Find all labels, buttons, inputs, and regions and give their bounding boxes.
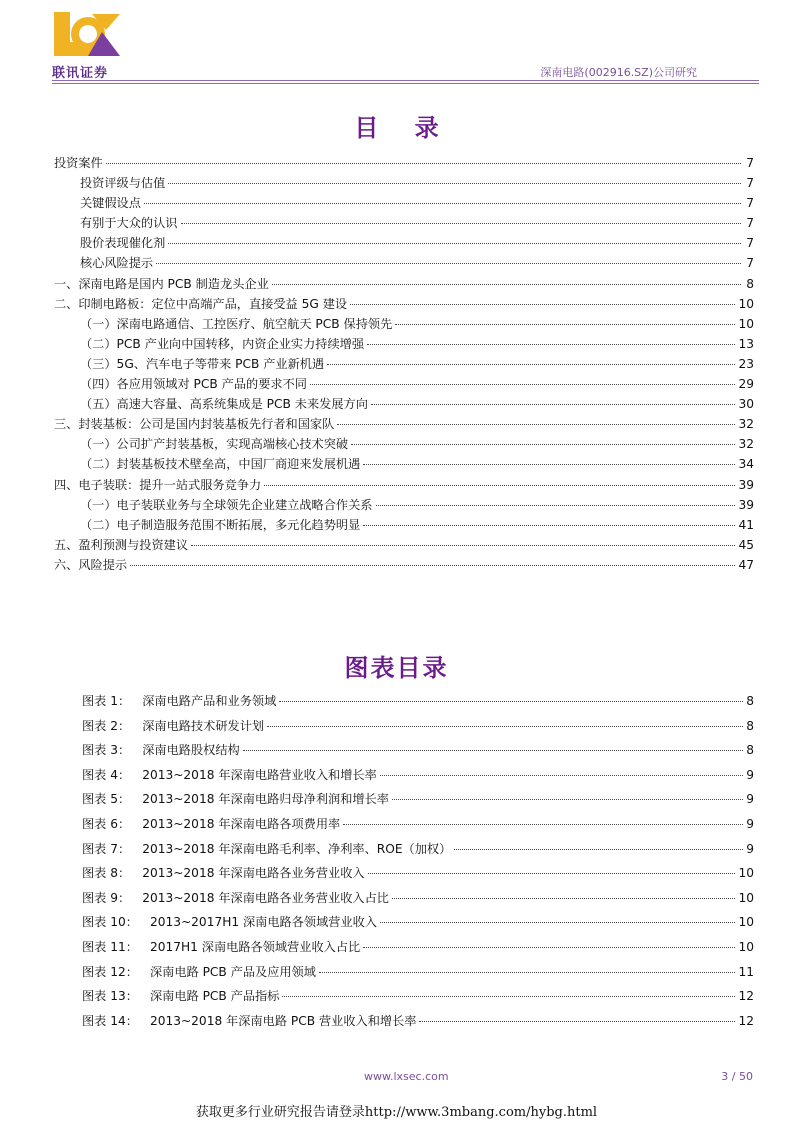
figure-entry[interactable]	[82, 840, 754, 865]
figure-page: 8	[746, 718, 754, 733]
figure-label: 图表 11：	[82, 939, 138, 954]
toc-entry-page: 29	[738, 377, 754, 392]
figure-label: 图表 7：	[82, 841, 131, 856]
dot-leader	[272, 284, 741, 285]
figure-title: 2013~2017H1 深南电路各领域营业收入	[149, 915, 378, 930]
figure-title: 2013~2018 年深南电路毛利率、净利率、ROE（加权）	[142, 841, 452, 856]
figure-label: 图表 3：	[82, 743, 131, 758]
dot-leader	[130, 565, 735, 566]
dot-leader	[363, 947, 735, 948]
figure-entry[interactable]	[82, 889, 754, 914]
toc-entry-page: 7	[746, 176, 754, 191]
toc-entry[interactable]	[54, 496, 754, 516]
toc-entry[interactable]	[54, 435, 754, 455]
toc-entry-title: 三、封装基板：公司是国内封装基板先行者和国家队	[54, 417, 335, 432]
toc-entry[interactable]	[54, 415, 754, 435]
dot-leader	[363, 464, 735, 465]
toc-entry-page: 34	[738, 457, 754, 472]
toc-entry-title: 投资案件	[54, 156, 103, 170]
toc-entry-page: 8	[746, 276, 754, 291]
toc-entry[interactable]	[54, 335, 754, 355]
figure-title: 2013~2018 年深南电路归母净利润和增长率	[142, 792, 389, 807]
figure-page: 8	[746, 694, 754, 708]
toc-entry[interactable]	[54, 214, 754, 234]
figure-page: 9	[746, 792, 754, 807]
toc-entry[interactable]	[54, 295, 754, 315]
dot-leader	[337, 424, 735, 425]
toc-entry-title: （一）公司扩产封装基板，实现高端核心技术突破	[80, 437, 349, 452]
dot-leader	[363, 525, 735, 526]
dot-leader	[168, 243, 741, 244]
toc-entry-page: 23	[738, 356, 754, 371]
figure-label: 图表 5：	[82, 792, 131, 807]
toc-entry[interactable]	[54, 375, 754, 395]
toc-entry[interactable]	[54, 476, 754, 496]
toc-entry-page: 13	[738, 336, 754, 351]
toc-entry[interactable]	[54, 254, 754, 274]
figure-entry[interactable]	[82, 1012, 754, 1037]
toc-entry[interactable]	[54, 194, 754, 214]
toc-entry[interactable]	[54, 174, 754, 194]
dot-leader	[351, 444, 735, 445]
figure-title: 2013~2018 年深南电路各项费用率	[142, 816, 341, 831]
figure-label: 图表 8：	[82, 866, 131, 881]
figure-label: 图表 6：	[82, 816, 131, 831]
dot-leader	[392, 799, 743, 800]
figure-title: 2013~2018 年深南电路 PCB 营业收入和增长率	[149, 1013, 417, 1028]
toc-entry-title: 五、盈利预测与投资建议	[54, 537, 189, 552]
toc-entry-page: 30	[738, 397, 754, 412]
dot-leader	[243, 750, 744, 751]
figure-label: 图表 1：	[82, 694, 131, 708]
dot-leader	[371, 404, 736, 405]
figure-label: 图表 4：	[82, 767, 131, 782]
dot-leader	[181, 223, 742, 224]
figure-label: 图表 2：	[82, 718, 131, 733]
figure-title: 深南电路股权结构	[142, 743, 240, 758]
figure-title: 深南电路 PCB 产品指标	[149, 989, 280, 1004]
dot-leader	[392, 898, 736, 899]
figure-page: 10	[738, 915, 754, 930]
toc-entry-title: 关键假设点	[80, 196, 141, 211]
figure-page: 9	[746, 841, 754, 856]
figure-label: 图表 14：	[82, 1013, 138, 1028]
toc-entry-title: （四）各应用领域对 PCB 产品的要求不同	[80, 377, 307, 392]
dot-leader	[144, 203, 741, 204]
toc-entry[interactable]	[54, 355, 754, 375]
toc-entry-page: 32	[738, 417, 754, 432]
header-divider	[52, 83, 759, 84]
figure-title: 深南电路技术研发计划	[142, 718, 265, 733]
dot-leader	[350, 304, 735, 305]
dot-leader	[106, 163, 741, 164]
dot-leader	[310, 384, 736, 385]
toc-entry-page: 7	[746, 236, 754, 251]
dot-leader	[279, 701, 743, 702]
figure-entry[interactable]	[82, 963, 754, 988]
toc-entry[interactable]	[54, 315, 754, 335]
toc-entry-title: 投资评级与估值	[80, 176, 166, 191]
toc-entry-page: 10	[738, 296, 754, 311]
toc-entry-title: （二）电子制造服务范围不断拓展，多元化趋势明显	[80, 517, 361, 532]
figures-title: 图表目录	[344, 654, 449, 682]
toc-entry-page: 41	[738, 517, 754, 532]
doc-title: 深南电路(002916.SZ)公司研究	[540, 66, 697, 79]
figure-entry[interactable]	[82, 741, 754, 766]
dot-leader	[156, 263, 741, 264]
toc-entry[interactable]	[54, 395, 754, 415]
figure-entry[interactable]	[82, 913, 754, 938]
figure-entry[interactable]	[82, 815, 754, 840]
figure-page: 12	[738, 989, 754, 1004]
toc-entry-page: 7	[746, 196, 754, 211]
toc-entry-title: （五）高速大容量、高系统集成是 PCB 未来发展方向	[80, 397, 368, 412]
figure-entry[interactable]	[82, 717, 754, 742]
toc-entry-page: 7	[746, 216, 754, 231]
dot-leader	[419, 1021, 735, 1022]
toc-entry-title: （一）深南电路通信、工控医疗、航空航天 PCB 保持领先	[80, 316, 393, 331]
toc-entry-title: （一）电子装联业务与全球领先企业建立战略合作关系	[80, 497, 373, 512]
figure-label: 图表 9：	[82, 890, 131, 905]
dot-leader	[368, 873, 736, 874]
figure-entry[interactable]	[82, 938, 754, 963]
dot-leader	[267, 726, 743, 727]
toc-entry[interactable]	[54, 455, 754, 475]
toc-entry-title: 有别于大众的认识	[80, 216, 178, 231]
toc-entry[interactable]	[54, 536, 754, 556]
dot-leader	[376, 505, 736, 506]
toc-entry-page: 7	[746, 256, 754, 271]
dot-leader	[343, 824, 743, 825]
download-note: 获取更多行业研究报告请登录http://www.3mbang.com/hybg.html	[195, 1105, 598, 1120]
toc-entry-title: 二、印制电路板：定位中高端产品，直接受益 5G 建设	[54, 296, 348, 311]
toc-entry-title: 股价表现催化剂	[80, 236, 166, 251]
toc-entry[interactable]	[54, 516, 754, 536]
header-divider	[52, 80, 759, 81]
table-of-contents	[54, 154, 754, 576]
toc-title: 目 录	[354, 114, 453, 142]
figure-label: 图表 10：	[82, 915, 138, 930]
toc-entry-title: （二）PCB 产业向中国转移，内资企业实力持续增强	[80, 336, 365, 351]
figure-title: 2013~2018 年深南电路营业收入和增长率	[142, 767, 377, 782]
figure-page: 9	[746, 767, 754, 782]
dot-leader	[380, 922, 735, 923]
logo-mark-icon	[52, 8, 124, 64]
dot-leader	[282, 996, 735, 997]
dot-leader	[367, 344, 735, 345]
figure-entry[interactable]	[82, 987, 754, 1012]
footer-website-link[interactable]: www.lxsec.com	[364, 1070, 449, 1083]
figure-page: 10	[738, 866, 754, 881]
figure-label: 图表 12：	[82, 964, 138, 979]
figure-entry[interactable]	[82, 790, 754, 815]
brand-name: 联讯证券	[52, 66, 109, 81]
figure-title: 2013~2018 年深南电路各业务营业收入占比	[142, 890, 389, 905]
page-number: 3 / 50	[721, 1070, 753, 1083]
toc-entry-page: 47	[738, 557, 754, 572]
toc-entry-title: 四、电子装联：提升一站式服务竞争力	[54, 477, 262, 492]
toc-entry-title: （二）封装基板技术壁垒高，中国厂商迎来发展机遇	[80, 457, 361, 472]
toc-entry-title: （三）5G、汽车电子等带来 PCB 产业新机遇	[80, 356, 325, 371]
toc-entry-page: 39	[738, 477, 754, 492]
figure-title: 深南电路 PCB 产品及应用领域	[149, 964, 316, 979]
figure-page: 12	[738, 1013, 754, 1028]
figure-entry[interactable]	[82, 766, 754, 791]
figure-title: 2013~2018 年深南电路各业务营业收入	[142, 866, 365, 881]
dot-leader	[327, 364, 735, 365]
toc-entry-page: 32	[738, 437, 754, 452]
dot-leader	[168, 183, 741, 184]
dot-leader	[191, 545, 735, 546]
figure-entry[interactable]	[82, 864, 754, 889]
figure-title: 2017H1 深南电路各领域营业收入占比	[149, 939, 361, 954]
toc-entry[interactable]	[54, 275, 754, 295]
toc-entry[interactable]	[54, 234, 754, 254]
dot-leader	[264, 485, 735, 486]
figure-page: 9	[746, 816, 754, 831]
toc-entry-title: 一、深南电路是国内 PCB 制造龙头企业	[54, 276, 269, 291]
dot-leader	[319, 972, 736, 973]
dot-leader	[395, 324, 735, 325]
toc-entry-page: 7	[746, 156, 754, 170]
figure-label: 图表 13：	[82, 989, 138, 1004]
toc-entry[interactable]	[54, 154, 754, 174]
figure-page: 11	[738, 964, 754, 979]
toc-entry-title: 六、风险提示	[54, 557, 128, 572]
dot-leader	[380, 775, 743, 776]
figure-page: 8	[746, 743, 754, 758]
figures-list	[82, 692, 754, 1036]
toc-entry[interactable]	[54, 556, 754, 576]
toc-entry-page: 39	[738, 497, 754, 512]
dot-leader	[454, 849, 743, 850]
toc-entry-title: 核心风险提示	[80, 256, 154, 271]
toc-entry-page: 10	[738, 316, 754, 331]
figure-title: 深南电路产品和业务领域	[142, 694, 277, 708]
figure-page: 10	[738, 890, 754, 905]
figure-entry[interactable]	[82, 692, 754, 717]
figure-page: 10	[738, 939, 754, 954]
toc-entry-page: 45	[738, 537, 754, 552]
